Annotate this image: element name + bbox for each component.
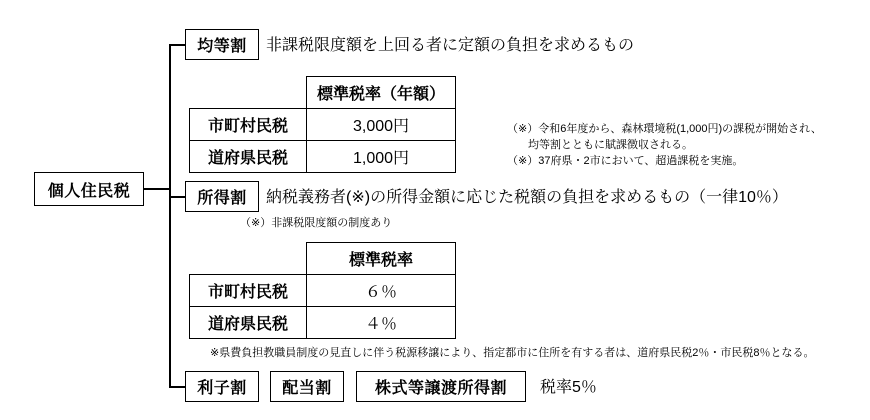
table-shotokuwari-row0-label: 市町村民税	[190, 275, 307, 307]
connector-trunk-vertical	[169, 44, 171, 386]
table-shotokuwari-corner	[190, 243, 307, 275]
connector-branch-rishiwari	[169, 386, 185, 388]
table-shotokuwari-row1-value: ４％	[307, 307, 456, 339]
connector-branch-kintouwari	[169, 44, 185, 46]
branch-description-shotokuwari: 納税義務者(※)の所得金額に応じた税額の負担を求めるもの（一律10％）	[266, 189, 788, 206]
table-kintouwari-header: 標準税率（年額）	[307, 77, 456, 109]
branch-description-kintouwari: 非課税限度額を上回る者に定額の負担を求めるもの	[266, 37, 635, 54]
table-kintouwari-row1-value: 1,000円	[307, 141, 456, 173]
note-shotokuwari: ※県費負担教職員制度の見直しに伴う税源移譲により、指定都市に住所を有する者は、道府県民税2％・市民税8％となる。	[210, 347, 815, 359]
table-shotokuwari-row1-label: 道府県民税	[190, 307, 307, 339]
bottom-box-kabushiki	[356, 371, 526, 402]
table-row	[190, 275, 456, 307]
bottom-rate-text: 税率5％	[540, 379, 597, 396]
table-row	[190, 307, 456, 339]
note-kintouwari-1: （※）令和6年度から、森林環境税(1,000円)の課税が開始され、	[507, 123, 822, 135]
table-kintouwari-row1-label: 道府県民税	[190, 141, 307, 173]
bottom-box-kabushiki-label: 株式等譲渡所得割	[374, 380, 507, 397]
root-box-individual-resident-tax	[34, 172, 144, 206]
table-row	[190, 109, 456, 141]
table-kintouwari	[189, 76, 456, 173]
bottom-box-rishiwari-label: 利子割	[197, 380, 247, 397]
note-kintouwari-2: （※）37府県・2市において、超過課税を実施。	[507, 155, 744, 167]
table-kintouwari-row0-label: 市町村民税	[190, 109, 307, 141]
root-box-label: 個人住民税	[47, 182, 131, 200]
table-shotokuwari	[189, 242, 456, 339]
branch-box-kintouwari-label: 均等割	[197, 38, 247, 55]
connector-branch-shotokuwari	[169, 196, 185, 198]
bottom-box-rishiwari	[185, 371, 259, 402]
table-kintouwari-corner	[190, 77, 307, 109]
table-shotokuwari-row0-value: ６％	[307, 275, 456, 307]
branch-box-shotokuwari-label: 所得割	[197, 190, 247, 207]
bottom-box-haitouwari	[270, 371, 344, 402]
connector-root-stub	[144, 188, 170, 190]
note-kintouwari-1b: 均等割とともに賦課徴収される。	[528, 139, 693, 151]
branch-box-kintouwari	[185, 29, 259, 60]
table-kintouwari-row0-value: 3,000円	[307, 109, 456, 141]
branch-subnote-shotokuwari: （※）非課税限度額の制度あり	[240, 217, 393, 229]
table-row	[190, 141, 456, 173]
bottom-box-haitouwari-label: 配当割	[282, 380, 332, 397]
table-shotokuwari-header: 標準税率	[307, 243, 456, 275]
branch-box-shotokuwari	[185, 181, 259, 212]
